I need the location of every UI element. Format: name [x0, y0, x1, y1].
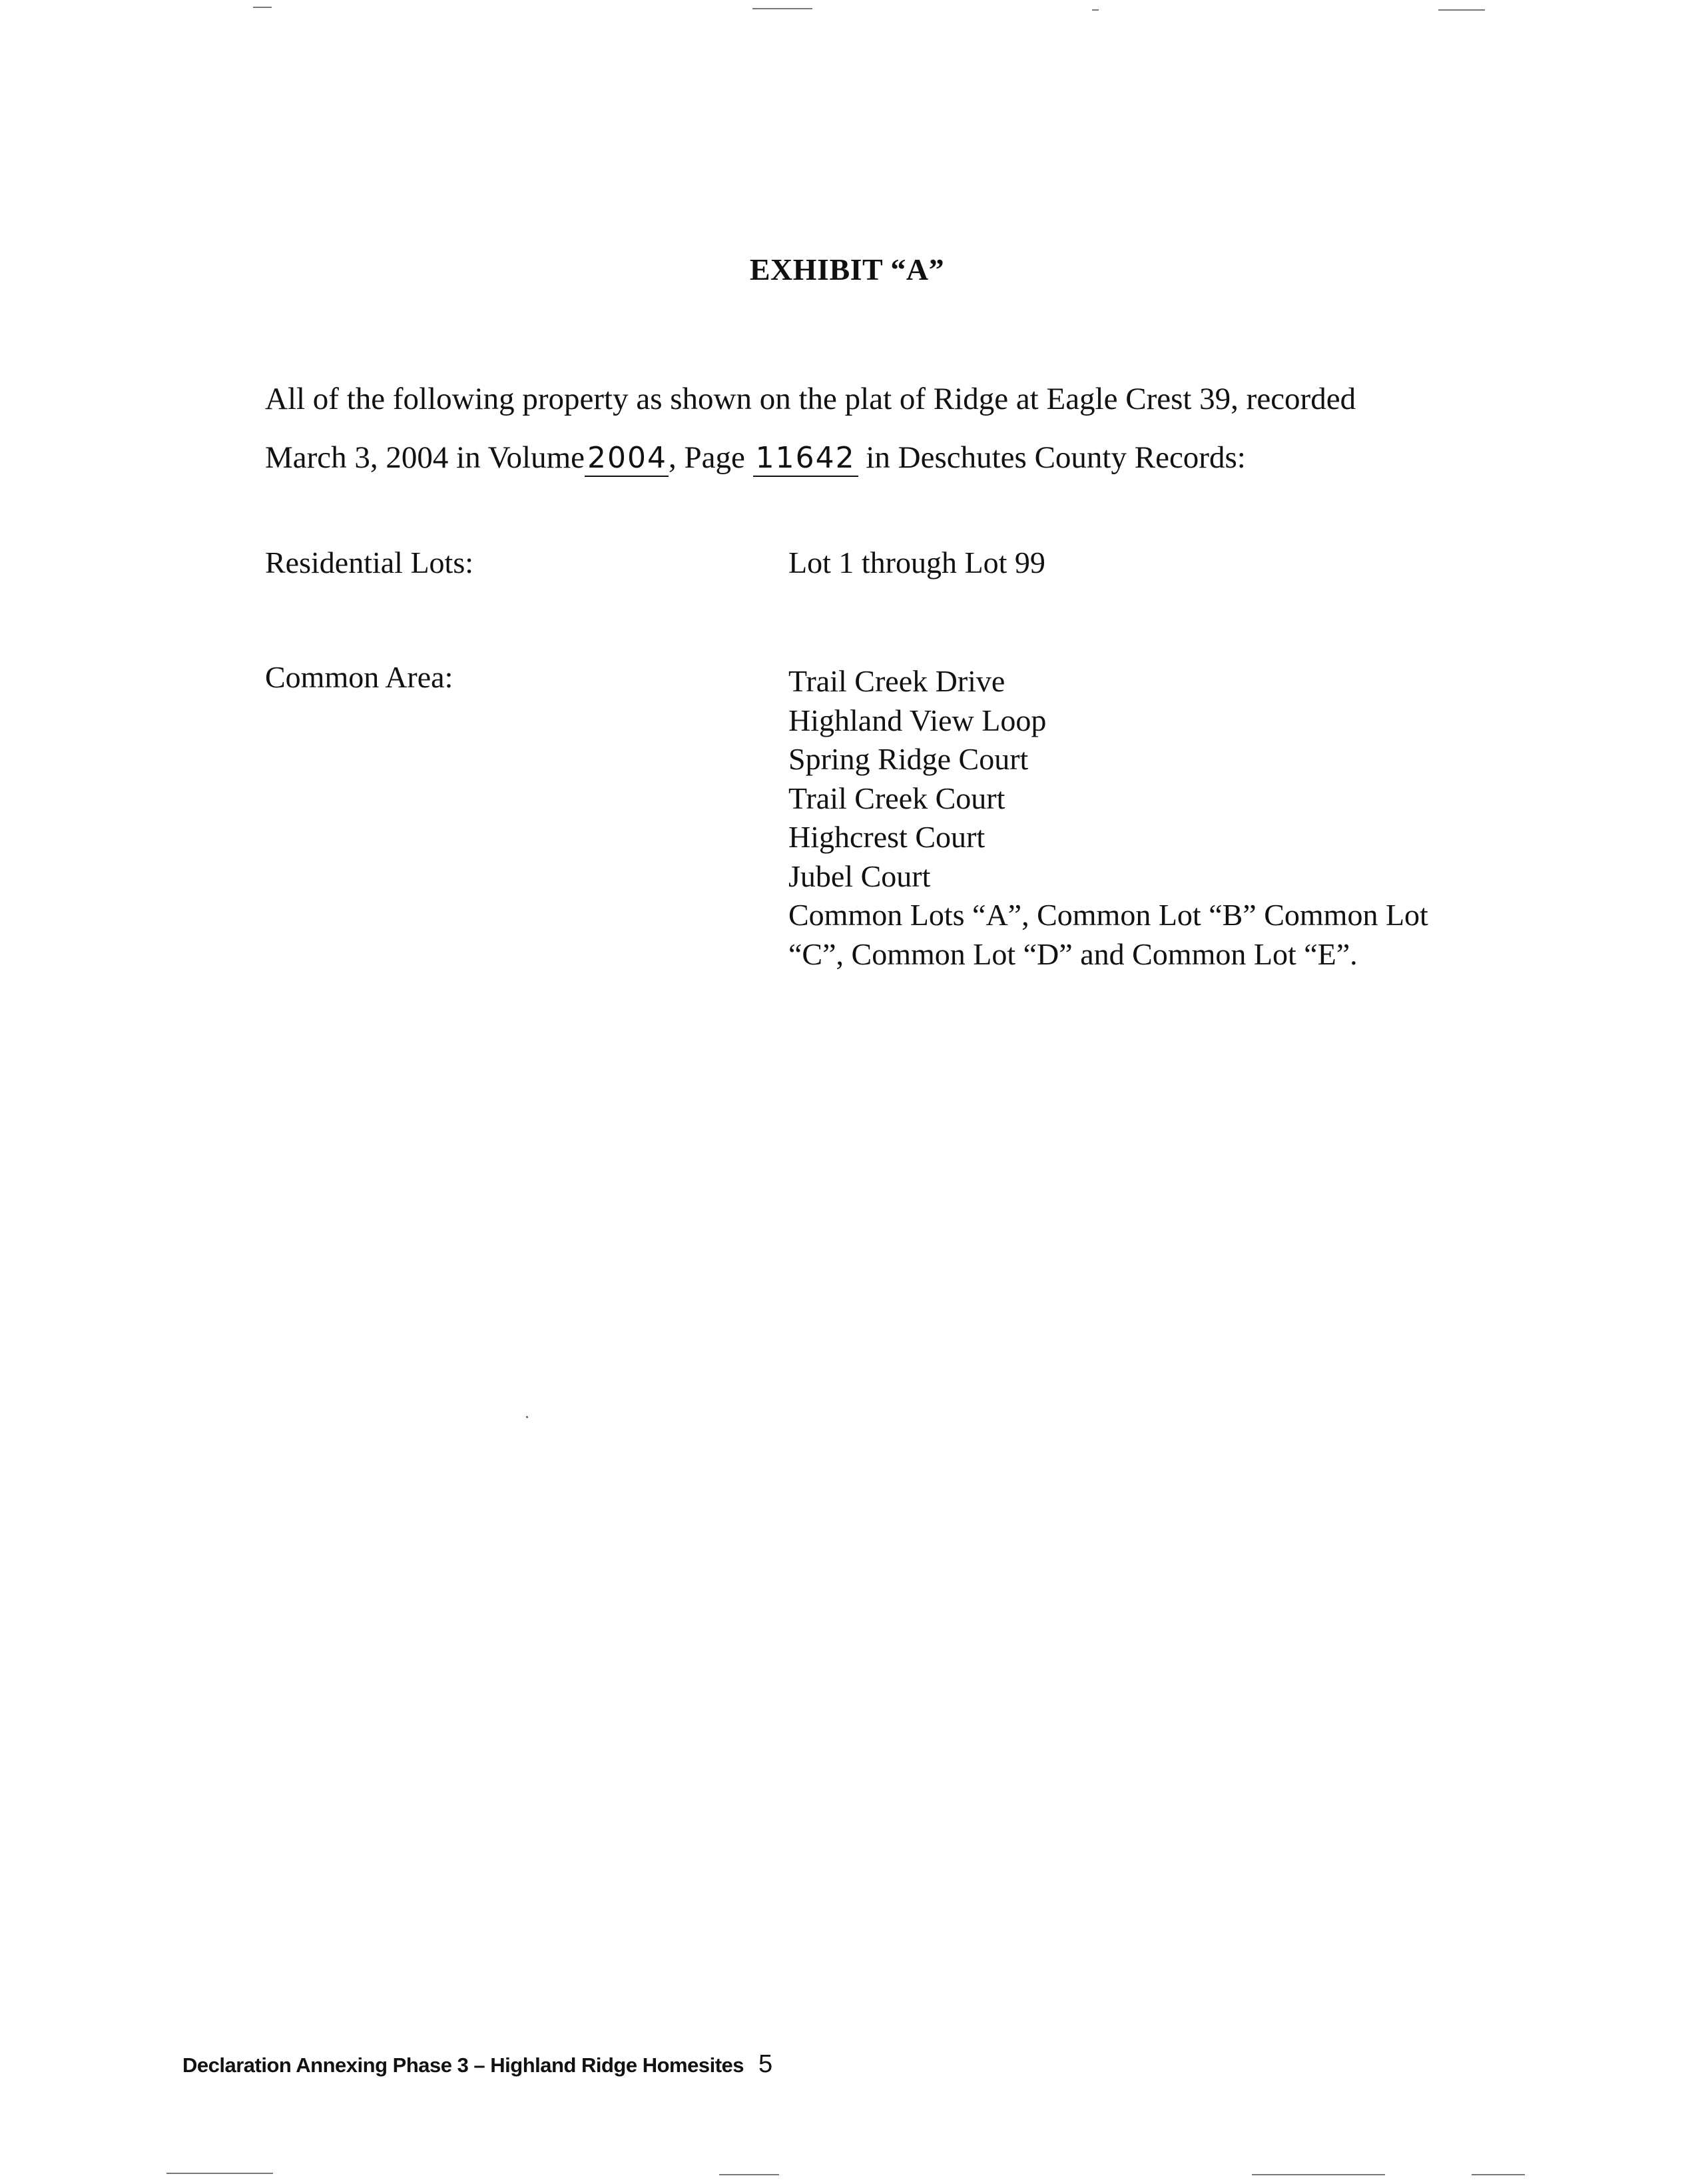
common-area-item: Spring Ridge Court: [788, 742, 1029, 776]
common-area-item: Highcrest Court: [788, 820, 986, 854]
intro-line-1: All of the following property as shown on the plat of Ridge at Eagle Crest 39, recorded: [265, 382, 1356, 416]
scan-mark: [166, 2173, 273, 2174]
residential-lots-label: Residential Lots:: [265, 546, 474, 579]
common-area-label: Common Area:: [265, 660, 453, 694]
footer-text: Declaration Annexing Phase 3 – Highland Ridge Homesites: [182, 2053, 744, 2077]
page-handwritten: 11642: [753, 441, 858, 477]
common-area-item: Jubel Court: [788, 859, 931, 893]
page-number: 5: [758, 2050, 772, 2078]
intro-line-2-suffix: in Deschutes County Records:: [866, 440, 1246, 475]
scan-mark: [1092, 9, 1099, 11]
intro-line-2: [265, 428, 1464, 487]
scan-mark: [1472, 2174, 1525, 2175]
scan-mark: [719, 2174, 779, 2175]
residential-lots-value: Lot 1 through Lot 99: [788, 546, 1045, 579]
page-footer: [182, 2050, 772, 2079]
scan-mark: [253, 7, 272, 8]
scan-mark: [526, 1416, 528, 1418]
common-area-item: Trail Creek Drive: [788, 664, 1005, 698]
common-area-item: Trail Creek Court: [788, 781, 1005, 815]
scan-mark: [1252, 2174, 1385, 2175]
common-area-item: Highland View Loop: [788, 703, 1047, 737]
volume-handwritten: 2004: [585, 441, 669, 477]
intro-line-2-mid: , Page: [668, 440, 745, 475]
scan-mark: [1438, 9, 1485, 11]
common-area-list: [788, 662, 1428, 974]
intro-line-2-prefix: March 3, 2004 in Volume: [265, 440, 585, 475]
exhibit-title: EXHIBIT “A”: [749, 252, 945, 286]
intro-paragraph: [265, 370, 1464, 487]
common-area-item: Common Lots “A”, Common Lot “B” Common Lot: [788, 898, 1428, 932]
scan-mark: [752, 8, 812, 9]
common-area-item: “C”, Common Lot “D” and Common Lot “E”.: [788, 936, 1358, 971]
